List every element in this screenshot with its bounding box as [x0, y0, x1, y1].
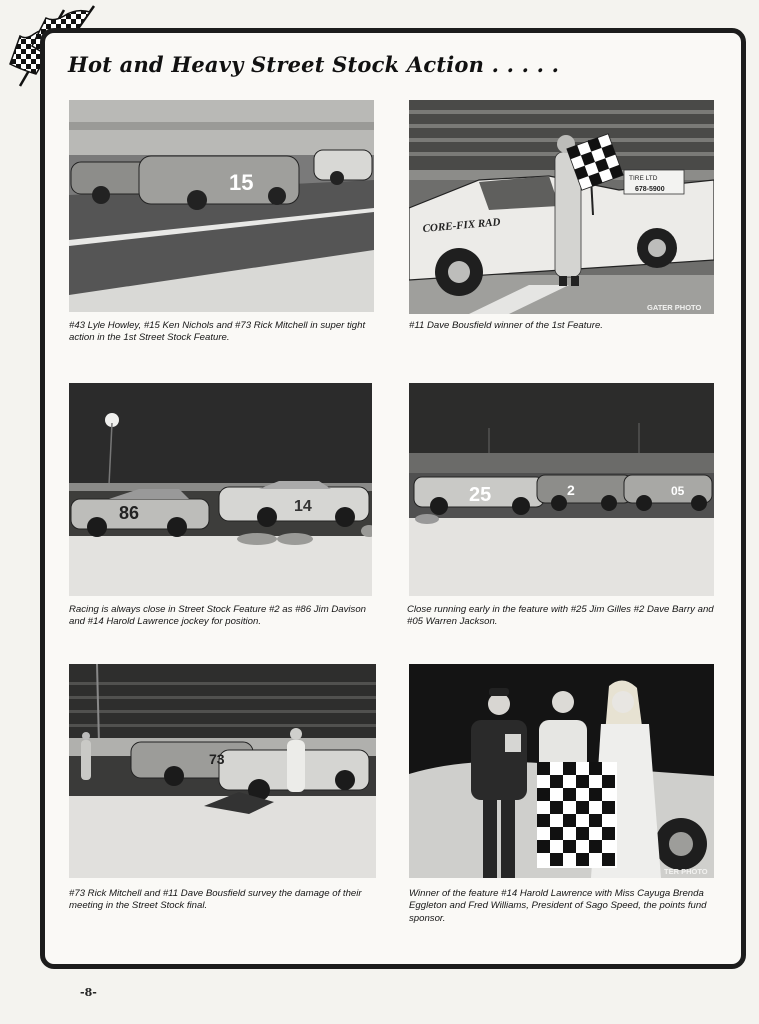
sign-line-2: 678-5900 — [635, 186, 665, 193]
car-number-05: 05 — [671, 484, 685, 498]
car-number-14: 14 — [294, 498, 312, 515]
car-number-86: 86 — [119, 503, 140, 523]
car-door-text: CORE-FIX RAD — [422, 216, 501, 235]
sign-line-1: TIRE LTD — [629, 175, 658, 182]
caption-photo-4: Close running early in the feature with #25 Jim Gilles #2 Dave Barry and #05 Warren Jackson. — [407, 604, 714, 628]
photo-winner-presentation — [409, 664, 714, 878]
caption-photo-2: #11 Dave Bousfield winner of the 1st Feature. — [409, 320, 603, 331]
photo-winner-bousfield — [409, 100, 714, 314]
photo-credit: TER PHOTO — [664, 867, 708, 876]
caption-photo-5: #73 Rick Mitchell and #11 Dave Bousfield survey the damage of their meeting in the Street Stock final. — [69, 888, 362, 912]
photo-street-stock-action — [69, 100, 374, 312]
caption-photo-3: Racing is always close in Street Stock Feature #2 as #86 Jim Davison and #14 Harold Lawrence jockey for position. — [69, 604, 367, 628]
photo-feature-two-racing — [69, 383, 372, 596]
photo-close-running — [409, 383, 714, 596]
photo-damage-survey — [69, 664, 376, 878]
page-number: -8- — [80, 986, 97, 999]
car-number-73: 73 — [209, 751, 225, 767]
car-number-2: 2 — [567, 482, 575, 498]
caption-photo-1: #43 Lyle Howley, #15 Ken Nichols and #73 Rick Mitchell in super tight action in the 1st Street Stock Feature. — [69, 320, 366, 344]
car-number: 15 — [229, 170, 254, 195]
page-title: Hot and Heavy Street Stock Action . . . . . — [68, 52, 560, 77]
car-number-25: 25 — [469, 484, 492, 506]
photo-credit: GATER PHOTO — [647, 303, 702, 312]
caption-photo-6: Winner of the feature #14 Harold Lawrence with Miss Cayuga Brenda Eggleton and Fred Williams, President of Sago Speed, the points fund sponsor. — [409, 888, 707, 924]
